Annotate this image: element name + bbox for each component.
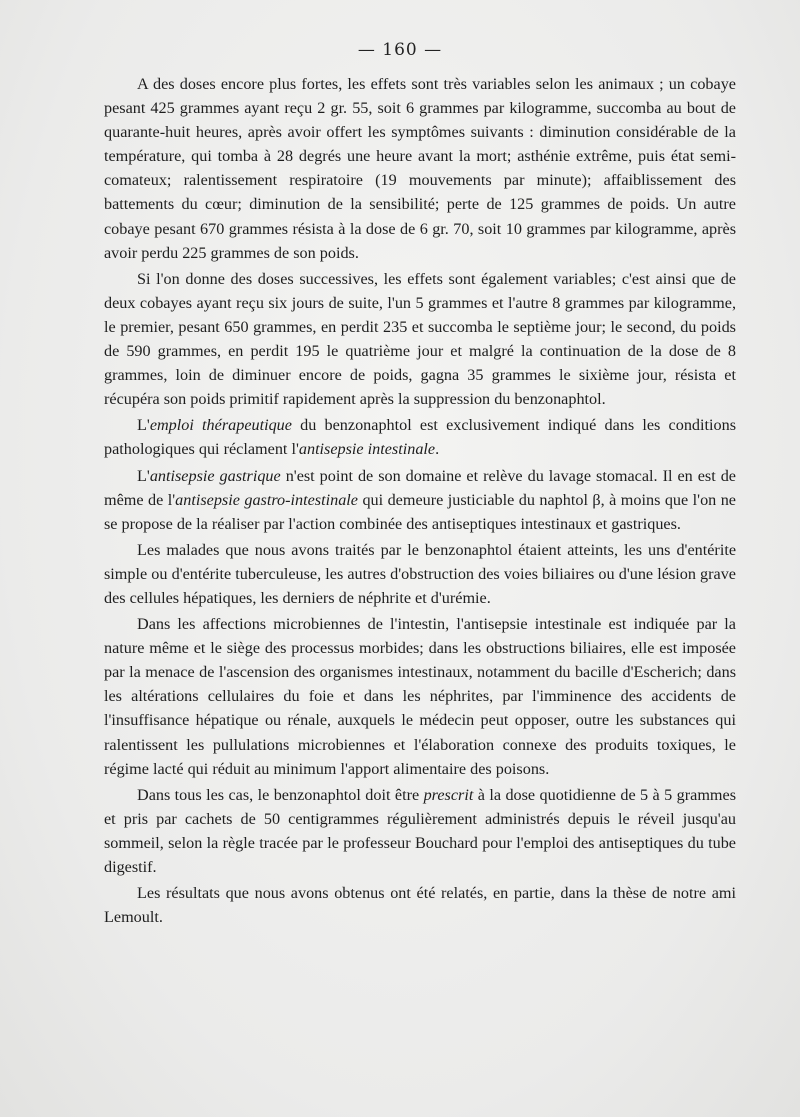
italic-phrase: prescrit bbox=[423, 785, 474, 804]
text-run: L' bbox=[137, 466, 150, 485]
text-run: Si l'on donne des doses successives, les effets sont également variables; c'est ainsi que de deux cobayes ayant reçu six jours de suite, l'un 5 grammes et l'autre 8 grammes par kilogramme, le premier, pesant 650 grammes, en perdit 235 et succomba le septième jour; le second, du poids de 590 grammes, en perdit 195 le quatrième jour et malgré la continuation de la dose de 8 grammes, loin de diminuer encore de poids, gagna 35 grammes le sixième jour, résista et récupéra son poids primitif rapidement après la suppression du benzonaphtol. bbox=[104, 269, 736, 409]
text-run: à la dose quotidienne de 5 à 5 grammes et pris par cachets de 50 centigrammes régulièrement administrés depuis le réveil jusqu'au sommeil, selon la règle tracée par le professeur Bouchard pour l'emploi des antiseptiques du tube digestif. bbox=[104, 785, 736, 876]
text-run: A des doses encore plus fortes, les effets sont très variables selon les animaux ; un cobaye pesant 425 grammes ayant reçu 2 gr. 55, soit 6 grammes par kilogramme, succomba au bout de quarante-huit heures, après avoir offert les symptômes suivants : diminution considérable de la température, qui tomba à 28 degrés une heure avant la mort; asthénie extrême, puis état semi-comateux; ralentissement respiratoire (19 mouvements par minute); affaiblissement des battements du cœur; diminution de la sensibilité; perte de 125 grammes de poids. Un autre cobaye pesant 670 grammes résista à la dose de 6 gr. 70, soit 10 grammes par kilogramme, après avoir perdu 225 grammes de son poids. bbox=[104, 75, 736, 262]
paragraph bbox=[104, 783, 736, 879]
italic-phrase: emploi thérapeutique bbox=[149, 416, 292, 435]
paragraph bbox=[104, 881, 736, 929]
text-run: n'est point de son domaine et relève du lavage stomacal. Il en est de même de l' bbox=[104, 466, 736, 509]
text-run: Dans les affections microbiennes de l'intestin, l'antisepsie intestinale est indiquée par la nature même et le siège des processus morbides; dans les obstructions biliaires, elle est imposée par la menace de l'ascension des organismes intestinaux, notamment du bacille d'Escherich; dans les altérations cellulaires du foie et dans les néphrites, par l'imminence des accidents de l'insuffisance hépatique ou rénale, auxquels le médecin peut opposer, outre les substances qui ralentissent les pullulations microbiennes et l'élaboration connexe des produits toxiques, le régime lacté qui réduit au minimum l'apport alimentaire des poisons. bbox=[104, 615, 736, 778]
page-number: — 160 — bbox=[357, 40, 443, 60]
body-text bbox=[104, 72, 736, 931]
text-run: . bbox=[435, 440, 440, 459]
text-run: du benzonaphtol est exclusivement indiqué dans les conditions pathologiques qui réclament l' bbox=[104, 416, 736, 459]
paragraph bbox=[104, 267, 736, 412]
paragraph bbox=[104, 464, 736, 536]
italic-phrase: antisepsie gastro-intestinale bbox=[175, 490, 358, 509]
italic-phrase: antisepsie intestinale bbox=[298, 440, 436, 459]
text-run: Les malades que nous avons traités par le benzonaphtol étaient atteints, les uns d'entérite simple ou d'entérite tuberculeuse, les autres d'obstruction des voies biliaires ou d'une lésion grave des cellules hépatiques, les derniers de néphrite et d'urémie. bbox=[104, 540, 736, 607]
italic-phrase: antisepsie gastrique bbox=[149, 466, 281, 485]
paragraph bbox=[104, 612, 736, 781]
text-run: Dans tous les cas, le benzonaphtol doit être bbox=[137, 785, 424, 804]
paragraph bbox=[104, 413, 736, 461]
text-run: Les résultats que nous avons obtenus ont été relatés, en partie, dans la thèse de notre ami Lemoult. bbox=[104, 884, 736, 927]
text-run: qui demeure justiciable du naphtol β, à moins que l'on ne se propose de la réaliser par l'action combinée des antiseptiques intestinaux et gastriques. bbox=[104, 490, 736, 533]
paragraph bbox=[104, 538, 736, 610]
text-run: L' bbox=[137, 416, 150, 435]
paragraph bbox=[104, 72, 736, 265]
